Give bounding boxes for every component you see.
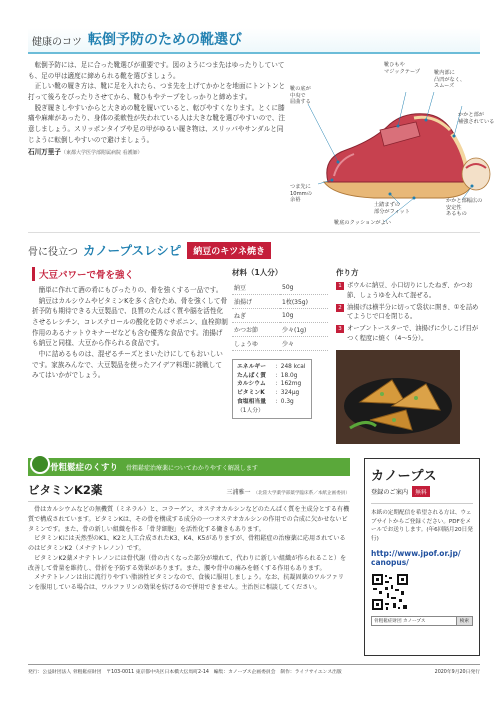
recipe-title: カノープスレシピ bbox=[83, 243, 182, 258]
ingredients-panel bbox=[232, 267, 328, 419]
callout-insole: 土踏まずの 部分がフィット bbox=[374, 202, 410, 215]
shoe-illustration bbox=[290, 62, 495, 230]
nutrition-key: カルシウム bbox=[237, 381, 266, 388]
ingredient-amount: 少々(1g) bbox=[280, 323, 328, 337]
website-link[interactable] bbox=[371, 549, 473, 568]
medicine-titlebar bbox=[28, 482, 350, 502]
callout-sole-flex: 靴の底が 中央で 屈曲する bbox=[290, 86, 311, 105]
medicine-paragraph: メナテトレノンは出に流行りやすい脂溶性ビタミンなので、食後に服用しましょう。なお、抗凝固薬のワルファリンを服用している場合は、ワルファリンの効果を妨げるので併用できません。主治医に相談してください。 bbox=[28, 574, 344, 591]
search-button[interactable]: 検索 bbox=[456, 617, 472, 625]
nutrition-key: たんぱく質 bbox=[237, 372, 266, 379]
author-affiliation: （東都大学医学部附属病院 看護師） bbox=[60, 150, 143, 157]
nutrition-row bbox=[237, 363, 307, 372]
ingredient-name: ねぎ bbox=[232, 309, 280, 323]
medicine-paragraph: ビタミンK2薬メナテトレノンには骨代謝（骨の古くなった部分が壊れて、代わりに新しい組織が作られること）を改善して骨量を維持し、骨折を予防する効果があります。また、腰や背中の痛みを軽くする作用もあります。 bbox=[28, 554, 347, 572]
table-row bbox=[232, 281, 328, 295]
callout-cushion: 靴底のクッションがよい bbox=[334, 220, 391, 226]
nutrition-value: ：162mg bbox=[275, 381, 302, 388]
free-badge: 無料 bbox=[412, 486, 430, 497]
recipe-paragraph: 中に詰めるものは、混ぜるチーズとまいたけにしてもおいしいです。家族みんなで、大豆製品を使ったアイデア料理に挑戦してみてはいかがでしょう。 bbox=[32, 350, 223, 380]
medicine-tagline: 骨粗鬆症治療薬についてわかりやすく解説します bbox=[126, 464, 258, 472]
ingredients-table bbox=[232, 281, 328, 351]
callout-stability: かかと部幅広の 安定性 あるもの bbox=[446, 198, 483, 217]
ingredient-amount: 10g bbox=[280, 309, 328, 323]
recipe-subhead: 大豆パワーで骨を強く bbox=[32, 267, 228, 281]
publisher-info: 発行：公益財団法人 骨粗鬆症財団 〒103-0011 東京都中央区日本橋大伝馬町2-14 編集：カノープス企画委員会 制作：ライフサイエンス出版 bbox=[28, 670, 342, 675]
callout-toe: つま先に 10mmの 余裕 bbox=[290, 184, 312, 203]
step-number: 3 bbox=[336, 325, 344, 333]
step-text: オーブントースターで、油揚げに少しこげ目がつく程度に焼く（4〜5分）。 bbox=[347, 325, 479, 342]
issue-date: 2020年9月20日発行 bbox=[434, 670, 480, 675]
table-row bbox=[232, 337, 328, 351]
ingredients-heading: 材料（1人分） bbox=[232, 268, 283, 277]
dish-image bbox=[336, 350, 460, 444]
website-link-line1: http://www.jpof.or.jp/ bbox=[371, 548, 461, 558]
health-tips-header bbox=[28, 28, 480, 54]
steps-list bbox=[336, 281, 480, 344]
steps-panel bbox=[336, 267, 480, 444]
recipe-intro-body bbox=[32, 285, 228, 381]
ingredient-amount: 少々 bbox=[280, 337, 328, 351]
step-item bbox=[336, 281, 480, 301]
recipe-photo bbox=[336, 350, 460, 444]
step-item bbox=[336, 324, 480, 344]
medicine-author-affiliation: （北陸大学薬学部薬学臨床系／本紙企画委員） bbox=[253, 491, 350, 496]
nutrition-key: 食塩相当量 bbox=[237, 398, 266, 405]
ad-subtitle-row bbox=[371, 486, 473, 497]
ingredient-name: 納豆 bbox=[232, 281, 280, 295]
health-tips-paragraph: 脱ぎ履きしやすいからと大きめの靴を履いていると、転びやすくなります。とくに膝痛や麻痺があったり、身体の柔軟性が失われている人は大きな靴を選びやすいので、注意しましょう。スリッポンタイプや足の甲がゆるい履き物は、スリッパやサンダルと同じように転倒しやすいので避けましょう。 bbox=[28, 103, 285, 144]
nutrition-value: ：0.3g bbox=[275, 398, 294, 405]
search-input[interactable]: 骨粗鬆症財団 カノープス bbox=[374, 619, 426, 625]
nutrition-row bbox=[237, 372, 307, 381]
medicine-title: ビタミンK2薬 bbox=[28, 483, 103, 497]
health-tips-paragraph: 転倒予防には、足に合った靴選びが重要です。図のようにつま先はゆったりしていても、足の甲は適度に締められる靴を選びましょう。 bbox=[28, 61, 285, 80]
canopus-logo: カノープス bbox=[371, 469, 437, 484]
health-tips-body bbox=[28, 60, 290, 158]
recipe-label: 骨に役立つ bbox=[28, 246, 78, 258]
health-tips-paragraph: 正しい靴の履き方は、靴に足を入れたら、つま先を上げてかかとを地面にトントンと打って後ろをぴったりさせてから、靴ひもやテープをしっかりと締めます。 bbox=[28, 82, 286, 102]
nutrition-key: ビタミンK bbox=[237, 390, 265, 397]
ad-subtitle: 登録のご案内 bbox=[371, 489, 409, 496]
recipe-paragraph: 納豆はカルシウムやビタミンKを多く含むため、骨を強くして骨折予防も期待できる大豆製品で、良質のたんぱく質や脳を活性化させるレシチン、コレステロールの酸化を防ぐサポニン、血栓抑制作用のあるナットウキナーゼなども含む優秀な食品です。油揚げも納豆と同様、大豆から作られる食品です。 bbox=[32, 296, 228, 348]
table-row bbox=[232, 309, 328, 323]
nutrition-row bbox=[237, 389, 307, 398]
ad-description: 本紙の定期配信を希望される方は、ウェブサイトからご登録ください。PDFをメールでお送りします。(年6回隔月20日発行) bbox=[371, 503, 473, 544]
recipe-header bbox=[28, 237, 480, 263]
ingredient-name: しょうゆ bbox=[232, 337, 280, 351]
recipe-section bbox=[28, 232, 480, 454]
nutrition-row bbox=[237, 398, 307, 407]
health-tips-section bbox=[28, 28, 495, 232]
step-text: ボウルに納豆、小口切りにしたねぎ、かつお節、しょうゆを入れて混ぜる。 bbox=[347, 282, 473, 299]
website-link-line2: canopus/ bbox=[371, 558, 409, 567]
callout-tape: 靴ひもや マジックテープ bbox=[384, 62, 421, 75]
nutrition-note: （1人分） bbox=[237, 407, 264, 414]
medicine-section bbox=[28, 458, 350, 658]
nutrition-key: エネルギー bbox=[237, 364, 266, 371]
recipe-name-badge: 納豆のキツネ焼き bbox=[187, 242, 271, 259]
qr-code[interactable] bbox=[371, 573, 409, 611]
nutrition-value: ：18.0g bbox=[275, 372, 298, 379]
step-number: 1 bbox=[336, 282, 344, 290]
health-tips-label: 健康のコツ bbox=[32, 37, 82, 48]
footer bbox=[28, 664, 480, 675]
subscription-ad bbox=[364, 458, 480, 656]
medicine-body bbox=[28, 505, 350, 593]
step-item bbox=[336, 303, 480, 323]
recipe-intro bbox=[32, 267, 228, 381]
ingredient-amount: 50g bbox=[280, 281, 328, 295]
medicine-paragraph: 骨はカルシウムなどの無機質（ミネラル）と、コラーゲン、オステオカルシンなどのたんぱく質を主成分とする有機質で構成されています。ビタミンKは、その骨を構成する成分の一つオステオカルシンの作用での合成に欠かせないビタミンです。また、骨の新しい組織を作る「骨芽細胞」を活性化する働きもあります。 bbox=[28, 506, 350, 533]
step-text: 油揚げは横半分に切って袋状に開き、①を詰めてようじで口を閉じる。 bbox=[347, 303, 479, 321]
nutrition-box bbox=[232, 359, 312, 419]
ingredient-amount: 1枚(35g) bbox=[280, 295, 328, 309]
search-box[interactable] bbox=[371, 616, 473, 626]
author-name: 石川万里子 bbox=[28, 148, 61, 157]
steps-heading: 作り方 bbox=[336, 268, 359, 277]
ingredient-name: かつお節 bbox=[232, 323, 280, 337]
callout-upper: 靴内部に 凸凹がなく、 スムーズ bbox=[434, 70, 466, 89]
medicine-author: 三浦雅一 bbox=[226, 489, 251, 496]
qr-code-icon bbox=[371, 573, 409, 611]
capsule-icon bbox=[30, 454, 50, 474]
nutrition-value: ：324μg bbox=[275, 390, 300, 397]
nutrition-row bbox=[237, 380, 307, 389]
ingredient-name: 油揚げ bbox=[232, 295, 280, 309]
nutrition-value: ：248 kcal bbox=[275, 364, 306, 371]
callout-heel: かかと部が 補強されている bbox=[458, 112, 495, 125]
medicine-banner bbox=[28, 458, 350, 476]
health-tips-author bbox=[28, 147, 290, 158]
medicine-label: 骨粗鬆症のくすり bbox=[50, 463, 119, 473]
medicine-paragraph: ビタミンKには天然型のK1、K2と人工合成されたK3、K4、K5がありますが、骨粗鬆症の治療薬に応用されているのはビタミンK2（メナテトレノン）です。 bbox=[28, 535, 346, 552]
table-row bbox=[232, 323, 328, 337]
recipe-paragraph: 簡単に作れて酒の肴にもぴったりの、骨を強くする一品です。 bbox=[38, 286, 223, 294]
table-row bbox=[232, 295, 328, 309]
step-number: 2 bbox=[336, 304, 344, 312]
health-tips-title: 転倒予防のための靴選び bbox=[88, 32, 242, 48]
